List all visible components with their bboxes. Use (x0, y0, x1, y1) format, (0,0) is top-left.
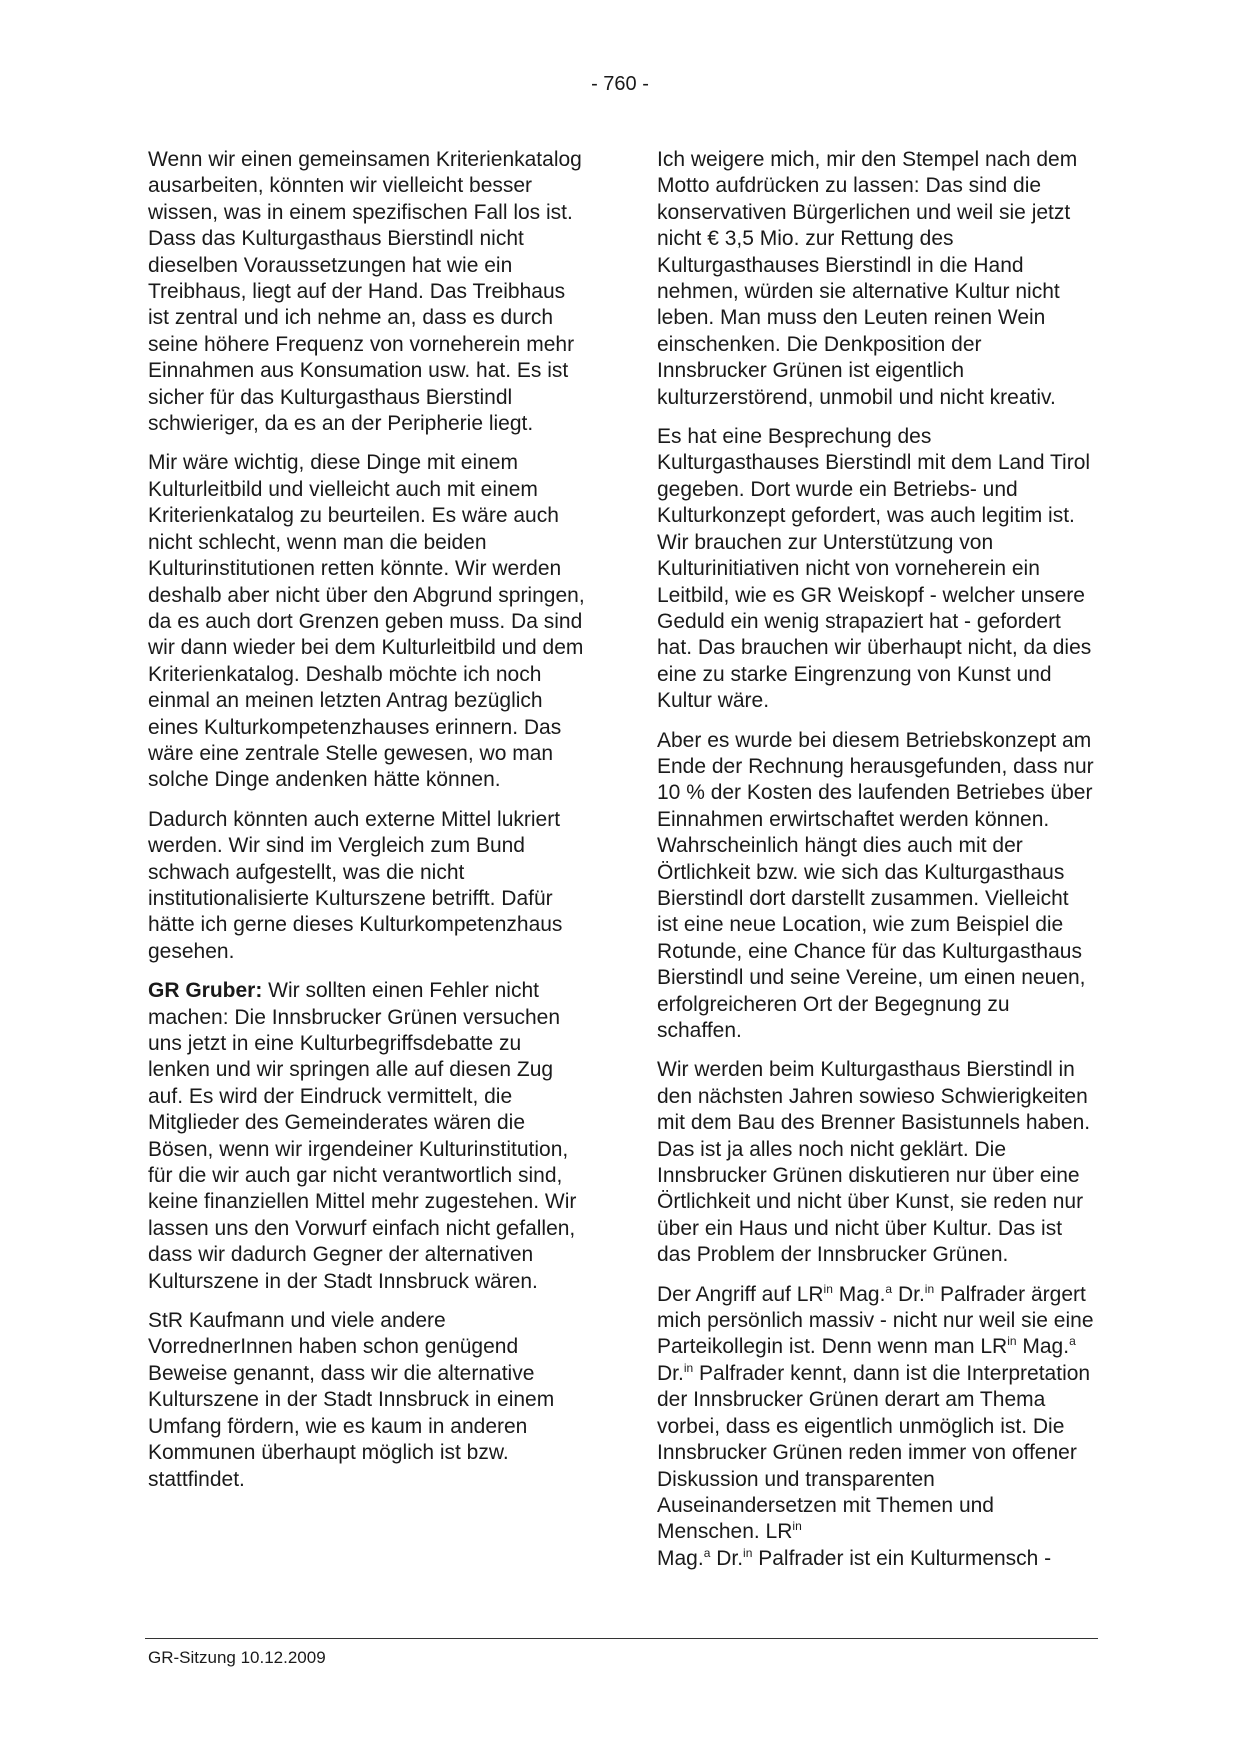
text-run: Palfrader ist ein Kulturmensch - (752, 1546, 1052, 1570)
paragraph: Aber es wurde bei diesem Betriebskonzept am Ende der Rechnung herausgefunden, dass nur 10 % der Kosten des laufenden Betriebes über Einnahmen erwirtschaftet werden können. Wahrscheinlich hängt dies auch mit der Örtlichkeit bzw. wie sich das Kulturgasthaus Bierstindl dort darstellt zusammen. Vielleicht ist eine neue Location, wie zum Beispiel die Rotunde, eine Chance für das Kulturgasthaus Bierstindl und seine Vereine, um einen neuen, erfolgreicheren Ort der Begegnung zu schaffen. (657, 728, 1094, 1042)
text-run: Mag. (1016, 1335, 1070, 1359)
text-run: Dr. (892, 1282, 925, 1306)
paragraph: Ich weigere mich, mir den Stempel nach dem Motto aufdrücken zu lassen: Das sind die konservativen Bürgerlichen und weil sie jetzt nicht € 3,5 Mio. zur Rettung des Kulturgasthauses Bierstindl in die Hand nehmen, würden sie alternative Kultur nicht leben. Man muss den Leuten reinen Wein einschenken. Die Denkposition der Innsbrucker Grünen ist eigentlich kulturzerstörend, unmobil und nicht kreativ. (657, 148, 1078, 409)
superscript: in (743, 1545, 753, 1560)
superscript: in (792, 1519, 802, 1534)
page-number: - 760 - (591, 73, 649, 95)
superscript: a (703, 1545, 711, 1560)
paragraph-palfrader (657, 1282, 1095, 1572)
paragraph: Es hat eine Besprechung des Kulturgasthauses Bierstindl mit dem Land Tirol gegeben. Dort wurde ein Betriebs- und Kulturkonzept gefordert, was auch legitim ist. Wir brauchen zur Unterstützung von Kulturinitiativen nicht von vorneherein ein Leitbild, wie es GR Weiskopf - welcher unsere Geduld ein wenig strapaziert hat - gefordert hat. Das brauchen wir überhaupt nicht, da dies eine zu starke Eingrenzung von Kunst und Kultur wäre. (657, 425, 1092, 713)
paragraph: Mir wäre wichtig, diese Dinge mit einem Kulturleitbild und vielleicht auch mit einem Kriterienkatalog zu beurteilen. Es wäre auch nicht schlecht, wenn man die beiden Kulturinstitutionen retten könnte. Wir werden deshalb aber nicht über den Abgrund springen, da es auch dort Grenzen geben muss. Da sind wir dann wieder bei dem Kulturleitbild und dem Kriterienkatalog. Deshalb möchte ich noch einmal an meinen letzten Antrag bezüglich eines Kulturkompetenzhauses erinnern. Das wäre eine zentrale Stelle gewesen, wo man solche Dinge andenken hätte können. (148, 451, 585, 792)
paragraph: Wir werden beim Kulturgasthaus Bierstindl in den nächsten Jahren sowieso Schwierigkeiten mit dem Bau des Brenner Basistunnels haben. Das ist ja alles noch nicht geklärt. Die Innsbrucker Grünen diskutieren nur über eine Örtlichkeit und nicht über Kunst, sie reden nur über ein Haus und nicht über Kultur. Das ist das Problem der Innsbrucker Grünen. (657, 1058, 1091, 1267)
paragraph: Wenn wir einen gemeinsamen Kriterienkatalog ausarbeiten, könnten wir vielleicht besser wissen, was in einem spezifischen Fall los ist. Dass das Kulturgasthaus Bierstindl nicht dieselben Voraussetzungen hat wie ein Treibhaus, liegt auf der Hand. Das Treibhaus ist zentral und ich nehme an, dass es durch seine höhere Frequenz von vorneherein mehr Einnahmen aus Konsumation usw. hat. Es ist sicher für das Kulturgasthaus Bierstindl schwieriger, da es an der Peripherie liegt. (148, 148, 582, 436)
text-run: Palfrader kennt, dann ist die Interpretation der Innsbrucker Grünen derart am Thema vorbei, dass es eigentlich unmöglich ist. Die Innsbrucker Grünen reden immer von offener Diskussion und transparenten Auseinandersetzen mit Themen und Menschen. LR (657, 1361, 1091, 1544)
text-run: Dr. (710, 1546, 744, 1570)
superscript: in (823, 1281, 833, 1296)
footer-divider (145, 1638, 1098, 1639)
superscript: in (924, 1281, 935, 1296)
text-run: Dr. (657, 1361, 684, 1385)
text-run: Mag. (657, 1546, 704, 1570)
text-run: Mag. (832, 1282, 886, 1306)
footer-session-date: GR-Sitzung 10.12.2009 (148, 1648, 326, 1667)
speech-text: Wir sollten einen Fehler nicht machen: Die Innsbrucker Grünen versuchen uns jetzt in eine Kulturbegriffsdebatte zu lenken und wir springen alle auf diesen Zug auf. Es wird der Eindruck vermittelt, die Mitglieder des Gemeinderates wären die Bösen, wenn wir irgendeiner Kulturinstitution, für die wir auch gar nicht verantwortlich sind, keine finanziellen Mittel mehr zugestehen. Wir lassen uns den Vorwurf einfach nicht gefallen, dass wir dadurch Gegner der alternativen Kulturszene in der Stadt Innsbruck wären. (148, 979, 577, 1293)
superscript: a (1069, 1334, 1076, 1349)
text-run: Der Angriff auf LR (657, 1282, 824, 1306)
paragraph: Dadurch könnten auch externe Mittel lukriert werden. Wir sind im Vergleich zum Bund schwach aufgestellt, was die nicht institutionalisierte Kulturszene betrifft. Dafür hätte ich gerne dieses Kulturkompetenzhaus gesehen. (148, 807, 563, 963)
text-run: Palfrader ärgert mich persönlich massiv - nicht nur weil sie eine Parteikollegin ist. Denn wenn man LR (657, 1282, 1094, 1359)
right-column (657, 147, 1095, 1585)
superscript: in (683, 1360, 694, 1375)
paragraph: StR Kaufmann und viele andere VorrednerInnen haben schon genügend Beweise genannt, dass wir die alternative Kulturszene in der Stadt Innsbruck in einem Umfang fördern, wie es kaum in anderen Kommunen überhaupt möglich ist bzw. stattfindet. (148, 1309, 555, 1491)
left-column (148, 147, 586, 1506)
paragraph-gruber (148, 978, 586, 1295)
speaker-name: GR Gruber: (148, 979, 263, 1003)
superscript: a (885, 1281, 893, 1296)
superscript: in (1007, 1334, 1017, 1349)
